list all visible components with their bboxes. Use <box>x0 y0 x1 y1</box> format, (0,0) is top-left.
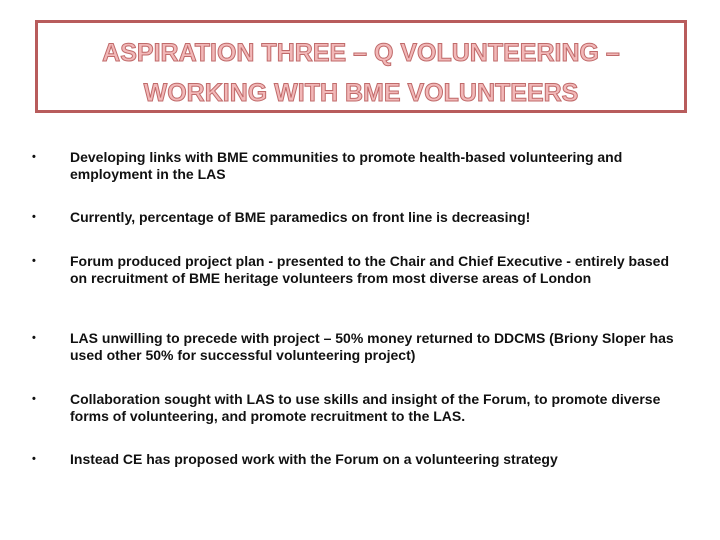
bullet-icon: • <box>32 332 36 344</box>
bullet-text: Developing links with BME communities to promote health-based volunteering and employment in the LAS <box>70 149 623 182</box>
bullet-text: Forum produced project plan - presented to the Chair and Chief Executive - entirely based on recruitment of BME heritage volunteers from most diverse areas of London <box>70 253 669 286</box>
title-box <box>35 20 687 113</box>
bullet-text: Collaboration sought with LAS to use skills and insight of the Forum, to promote diverse forms of volunteering, and promote recruitment to the LAS. <box>70 391 661 424</box>
bullet-icon: • <box>32 255 36 267</box>
bullet-icon: • <box>32 151 36 163</box>
slide-title <box>38 33 684 113</box>
title-line-1: ASPIRATION THREE – Q VOLUNTEERING – <box>102 39 620 67</box>
bullet-text: Currently, percentage of BME paramedics on front line is decreasing! <box>70 209 531 225</box>
bullet-text: Instead CE has proposed work with the Forum on a volunteering strategy <box>70 451 558 467</box>
bullet-icon: • <box>32 453 36 465</box>
bullet-icon: • <box>32 211 36 223</box>
bullet-text: LAS unwilling to precede with project – 50% money returned to DDCMS (Briony Sloper has used other 50% for successful volunteering project) <box>70 330 674 363</box>
title-line-2: WORKING WITH BME VOLUNTEERS <box>143 79 579 107</box>
bullet-icon: • <box>32 393 36 405</box>
